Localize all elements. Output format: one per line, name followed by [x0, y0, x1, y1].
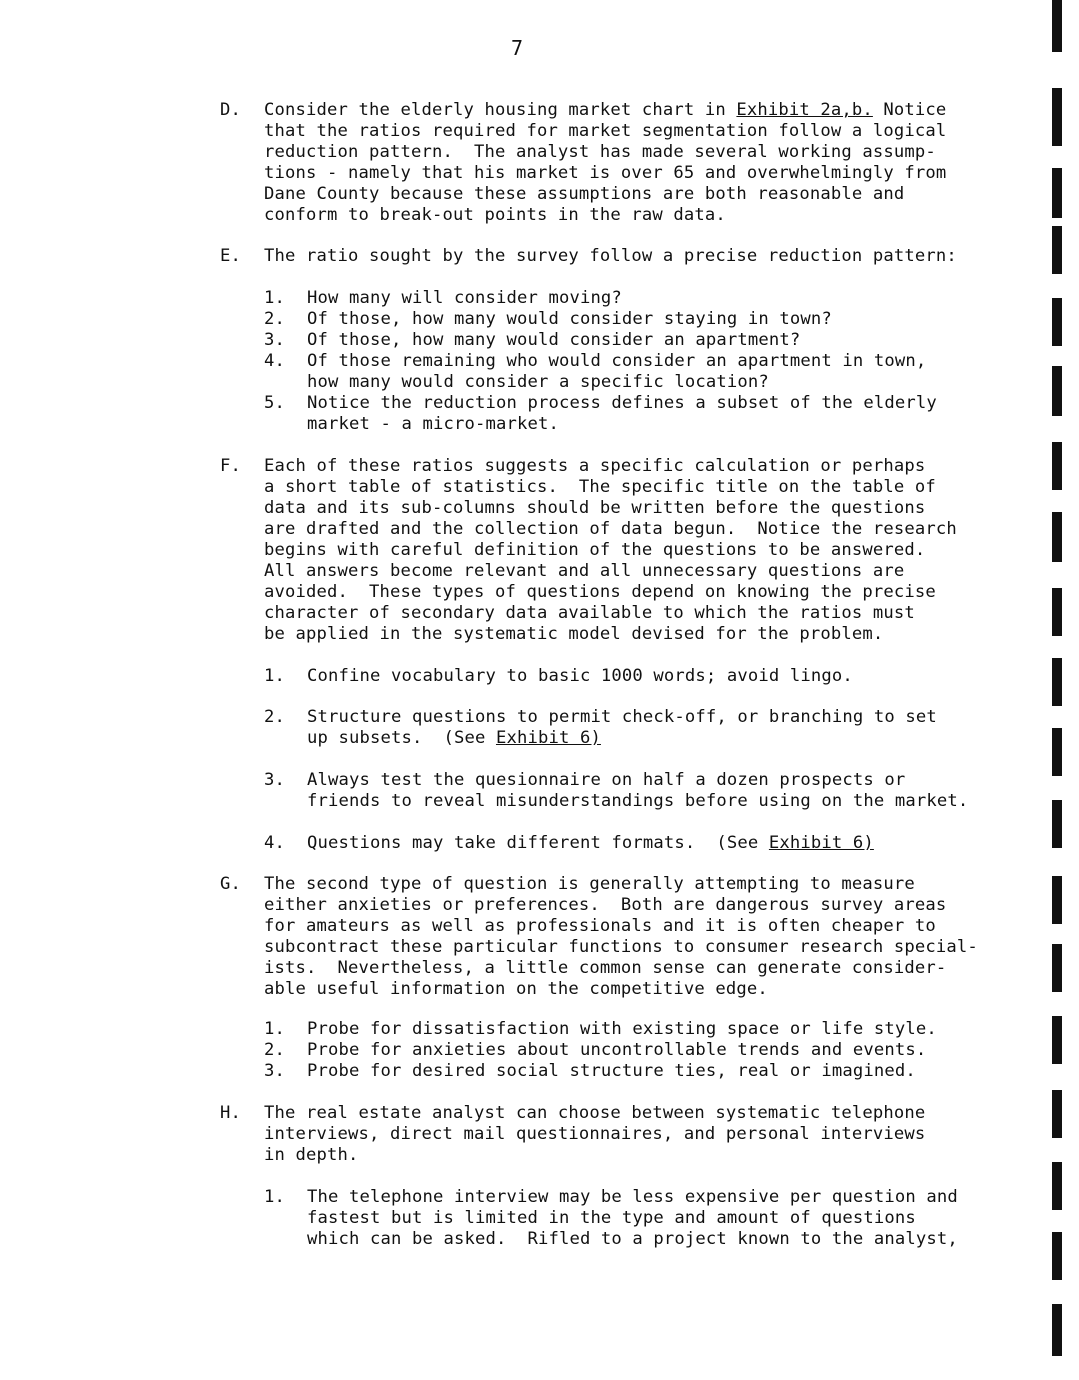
paragraph-line: tions - namely that his market is over 65 and overwhelmingly from	[264, 163, 947, 183]
scan-registration-mark	[1052, 1162, 1062, 1210]
scan-registration-mark	[1052, 728, 1062, 776]
list-item-line: Probe for anxieties about uncontrollable trends and events.	[307, 1040, 927, 1060]
paragraph-line: The ratio sought by the survey follow a precise reduction pattern:	[264, 246, 957, 266]
paragraph-line: The real estate analyst can choose between systematic telephone	[264, 1103, 926, 1123]
paragraph-line: be applied in the systematic model devised for the problem.	[264, 624, 884, 644]
scan-registration-mark	[1052, 298, 1062, 346]
paragraph-line: for amateurs as well as professionals and it is often cheaper to	[264, 916, 936, 936]
exhibit-reference: Exhibit 6)	[768, 833, 874, 853]
paragraph-line: in depth.	[264, 1145, 359, 1165]
list-item-label: 2.	[264, 1040, 285, 1060]
paragraph-line: The second type of question is generally attempting to measure	[264, 874, 915, 894]
list-item-label: 1.	[264, 666, 285, 686]
list-item-label: 4.	[264, 351, 285, 371]
list-item-label: 1.	[264, 1187, 285, 1207]
scan-registration-mark	[1052, 800, 1062, 848]
list-item-label: 3.	[264, 770, 285, 790]
scan-registration-mark	[1052, 1090, 1062, 1138]
paragraph-line: that the ratios required for market segmentation follow a logical	[264, 121, 947, 141]
list-item-line: Confine vocabulary to basic 1000 words; avoid lingo.	[307, 666, 853, 686]
paragraph-line: Each of these ratios suggests a specific calculation or perhaps	[264, 456, 926, 476]
paragraph-line: avoided. These types of questions depend on knowing the precise	[264, 582, 936, 602]
scan-registration-mark	[1052, 1232, 1062, 1280]
paragraph-line: begins with careful definition of the questions to be answered.	[264, 540, 926, 560]
list-item-label: 1.	[264, 288, 285, 308]
list-item-label: 3.	[264, 1061, 285, 1081]
paragraph-line: conform to break-out points in the raw data.	[264, 205, 726, 225]
paragraph-line: interviews, direct mail questionnaires, and personal interviews	[264, 1124, 926, 1144]
scan-registration-mark	[1052, 1016, 1062, 1064]
paragraph-line: Dane County because these assumptions are both reasonable and	[264, 184, 905, 204]
section-label: D.	[220, 100, 241, 120]
list-item-line: Structure questions to permit check-off, or branching to set	[307, 707, 937, 727]
section-label: E.	[220, 246, 241, 266]
scan-registration-mark	[1052, 876, 1062, 924]
list-item-label: 3.	[264, 330, 285, 350]
exhibit-reference: Exhibit 2a,b.	[736, 100, 873, 120]
exhibit-reference: Exhibit 6)	[495, 728, 601, 748]
page-number: 7	[511, 36, 524, 60]
list-item-line: which can be asked. Rifled to a project known to the analyst,	[307, 1229, 958, 1249]
list-item-line: Questions may take different formats. (See Exhibit 6)	[307, 833, 874, 853]
list-item-line: The telephone interview may be less expensive per question and	[307, 1187, 958, 1207]
list-item-line: Notice the reduction process defines a subset of the elderly	[307, 393, 937, 413]
scan-registration-mark	[1052, 588, 1062, 636]
list-item-label: 5.	[264, 393, 285, 413]
paragraph-line: character of secondary data available to which the ratios must	[264, 603, 915, 623]
list-item-line: up subsets. (See Exhibit 6)	[307, 728, 601, 748]
list-item-line: Always test the quesionnaire on half a dozen prospects or	[307, 770, 906, 790]
section-label: H.	[220, 1103, 241, 1123]
paragraph-line: able useful information on the competitive edge.	[264, 979, 768, 999]
list-item-line: friends to reveal misunderstandings before using on the market.	[307, 791, 969, 811]
scan-registration-mark	[1052, 442, 1062, 490]
scan-registration-mark	[1052, 366, 1062, 416]
scan-registration-mark	[1052, 226, 1062, 274]
scan-registration-mark	[1052, 168, 1062, 218]
scan-registration-mark	[1052, 0, 1062, 52]
paragraph-line: are drafted and the collection of data begun. Notice the research	[264, 519, 957, 539]
list-item-label: 2.	[264, 707, 285, 727]
list-item-label: 2.	[264, 309, 285, 329]
list-item-line: How many will consider moving?	[307, 288, 622, 308]
paragraph-line: either anxieties or preferences. Both are dangerous survey areas	[264, 895, 947, 915]
list-item-line: Probe for dissatisfaction with existing space or life style.	[307, 1019, 937, 1039]
paragraph-line: reduction pattern. The analyst has made several working assump-	[264, 142, 936, 162]
list-item-label: 1.	[264, 1019, 285, 1039]
paragraph-line: subcontract these particular functions to consumer research special-	[264, 937, 978, 957]
list-item-line: market - a micro-market.	[307, 414, 559, 434]
list-item-line: Of those remaining who would consider an apartment in town,	[307, 351, 927, 371]
section-label: F.	[220, 456, 241, 476]
paragraph-line: a short table of statistics. The specific title on the table of	[264, 477, 936, 497]
scan-registration-mark	[1052, 88, 1062, 146]
list-item-line: Of those, how many would consider an apartment?	[307, 330, 801, 350]
list-item-line: fastest but is limited in the type and amount of questions	[307, 1208, 916, 1228]
list-item-line: how many would consider a specific location?	[307, 372, 769, 392]
list-item-line: Of those, how many would consider staying in town?	[307, 309, 832, 329]
list-item-label: 4.	[264, 833, 285, 853]
list-item-line: Probe for desired social structure ties, real or imagined.	[307, 1061, 916, 1081]
paragraph-line: All answers become relevant and all unnecessary questions are	[264, 561, 905, 581]
scan-registration-mark	[1052, 1304, 1062, 1356]
section-label: G.	[220, 874, 241, 894]
paragraph-line: ists. Nevertheless, a little common sense can generate consider-	[264, 958, 947, 978]
scan-registration-mark	[1052, 512, 1062, 562]
paragraph-line: data and its sub-columns should be written before the questions	[264, 498, 926, 518]
scan-registration-mark	[1052, 658, 1062, 706]
paragraph-line: Consider the elderly housing market chart in Exhibit 2a,b. Notice	[264, 100, 947, 120]
scan-registration-mark	[1052, 944, 1062, 992]
